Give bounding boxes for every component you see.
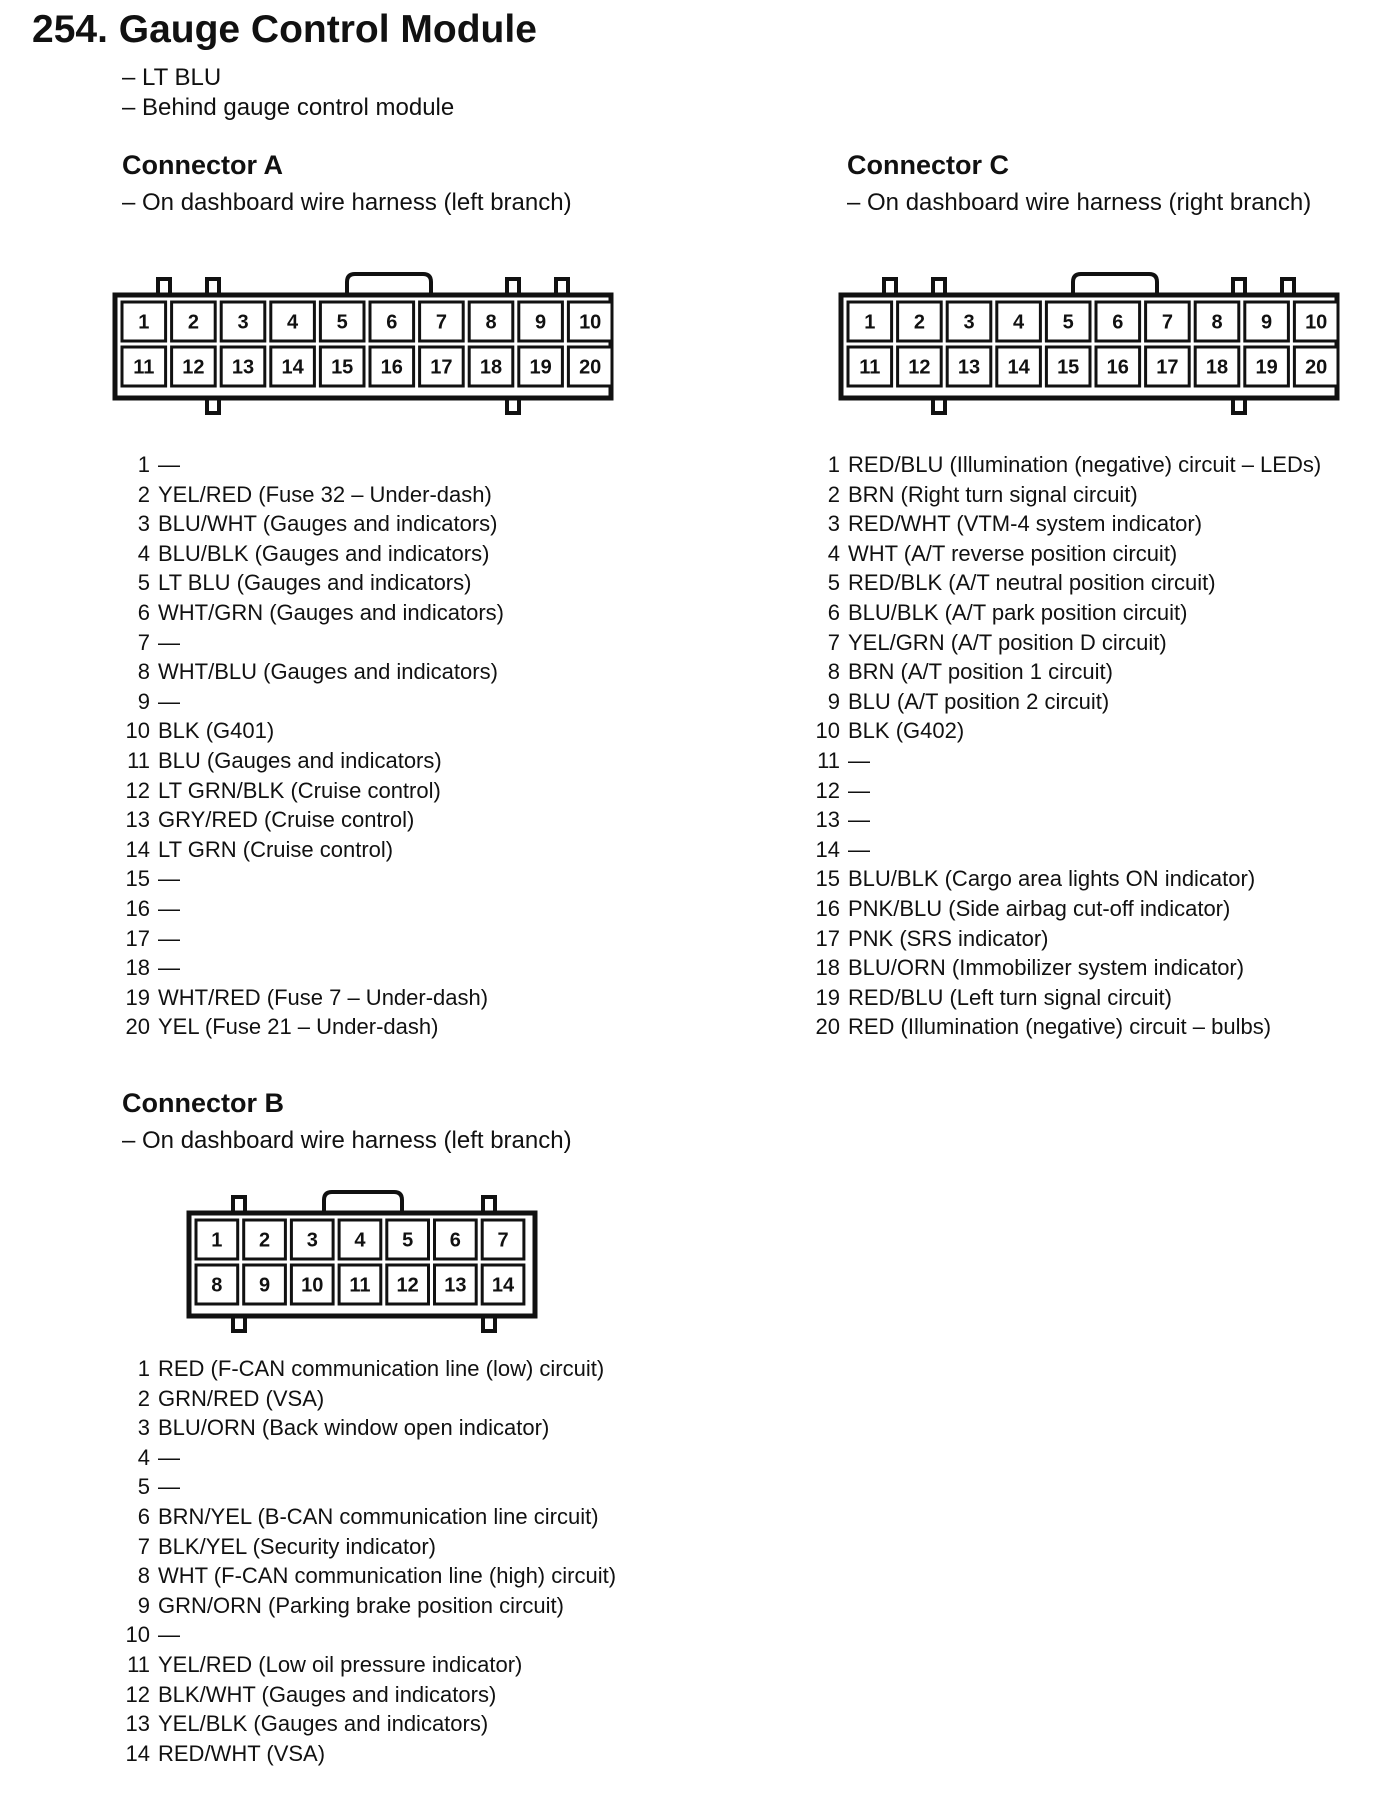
connector-c-diagram — [838, 262, 1348, 423]
pin-number: 4 — [827, 540, 840, 566]
pin-list-item — [812, 835, 1321, 865]
pin-description: WHT (F-CAN communication line (high) circuit) — [158, 1563, 617, 1589]
connector-c-heading: Connector C — [847, 150, 1009, 180]
pin-list-item — [122, 509, 504, 539]
pin-list-item — [122, 953, 504, 983]
pin-description: BLK (G401) — [158, 718, 275, 744]
connector-cell-number: 3 — [306, 1229, 318, 1252]
pin-number: 5 — [827, 570, 840, 596]
pin-number: 17 — [125, 925, 150, 951]
pin-number: 20 — [815, 1014, 840, 1040]
connector-cell-number: 19 — [529, 356, 552, 379]
pin-list-item — [122, 983, 504, 1013]
connector-cell-number: 10 — [301, 1274, 324, 1297]
connector-cell-number: 1 — [864, 311, 876, 334]
connector-cell-number: 11 — [859, 356, 881, 379]
pin-description: LT BLU (Gauges and indicators) — [158, 570, 472, 596]
pin-list-item — [122, 1502, 616, 1532]
pin-number: 4 — [137, 540, 150, 566]
pin-description: BLU/BLK (Cargo area lights ON indicator) — [848, 866, 1256, 892]
pin-description: — — [848, 747, 870, 773]
pin-description: — — [158, 452, 180, 477]
pin-list-item — [812, 953, 1321, 983]
pin-description: LT GRN (Cruise control) — [158, 836, 394, 862]
pin-description: — — [848, 807, 870, 833]
pin-number: 8 — [827, 659, 840, 685]
pin-list-item — [122, 450, 504, 480]
connector-b-diagram — [186, 1180, 546, 1341]
pin-number: 11 — [817, 747, 840, 773]
pin-number: 18 — [815, 955, 840, 981]
pin-description: BLU/BLK (A/T park position circuit) — [848, 599, 1188, 625]
pin-number: 13 — [815, 807, 840, 833]
connector-cell-number: 16 — [1106, 356, 1129, 379]
pin-list-item — [122, 480, 504, 510]
pin-description: RED/WHT (VTM-4 system indicator) — [848, 511, 1203, 537]
pin-list-item — [812, 657, 1321, 687]
connector-cell-number: 20 — [579, 356, 602, 379]
connector-cell-number: 19 — [1255, 356, 1278, 379]
pin-number: 16 — [815, 895, 840, 921]
connector-cell-number: 17 — [430, 356, 453, 379]
pin-description: — — [158, 895, 180, 921]
connector-a-heading: Connector A — [122, 150, 283, 180]
pin-number: 11 — [127, 1651, 150, 1677]
pin-list-item — [812, 539, 1321, 569]
pin-list-item — [122, 776, 504, 806]
pin-list-item — [122, 1012, 504, 1042]
connector-cell-number: 9 — [258, 1274, 271, 1297]
connector-cell-number: 9 — [1261, 311, 1273, 334]
pin-number: 15 — [125, 866, 150, 892]
pin-description: RED/WHT (VSA) — [158, 1740, 326, 1766]
connector-cell-number: 8 — [211, 1274, 223, 1297]
pin-list-item — [122, 1354, 616, 1384]
pin-list-item — [122, 539, 504, 569]
pin-description: BLU/WHT (Gauges and indicators) — [158, 511, 498, 537]
pin-list-item — [122, 687, 504, 717]
pin-number: 12 — [125, 1681, 150, 1707]
pin-number: 16 — [125, 895, 150, 921]
pin-number: 12 — [815, 777, 840, 803]
pin-list-item — [812, 450, 1321, 480]
pin-number: 1 — [137, 1356, 150, 1381]
connector-cell-number: 2 — [187, 311, 199, 334]
connector-cell-number: 13 — [444, 1274, 467, 1297]
pin-list-item — [122, 628, 504, 658]
module-location-note: – Behind gauge control module — [122, 94, 455, 121]
pin-number: 7 — [827, 629, 840, 655]
pin-description: RED/BLK (A/T neutral position circuit) — [848, 570, 1216, 596]
connector-cell-number: 17 — [1156, 356, 1179, 379]
pin-description: YEL/BLK (Gauges and indicators) — [158, 1711, 489, 1737]
pin-number: 19 — [125, 984, 150, 1010]
pin-list-item — [122, 598, 504, 628]
pin-number: 3 — [137, 511, 150, 537]
connector-cell-number: 18 — [479, 356, 503, 379]
pin-list-item — [812, 864, 1321, 894]
pin-description: YEL (Fuse 21 – Under-dash) — [158, 1014, 439, 1040]
connector-cell-number: 11 — [349, 1274, 371, 1297]
pin-description: WHT/GRN (Gauges and indicators) — [158, 599, 504, 625]
pin-number: 15 — [815, 866, 840, 892]
pin-description: BLU/ORN (Immobilizer system indicator) — [848, 955, 1245, 981]
pin-list-item — [122, 1413, 616, 1443]
connector-cell-number: 8 — [1211, 311, 1223, 334]
pin-description: — — [158, 925, 180, 951]
pin-number: 1 — [827, 452, 840, 477]
pin-description: PNK/BLU (Side airbag cut-off indicator) — [848, 895, 1231, 921]
connector-b-location: – On dashboard wire harness (left branch) — [122, 1127, 572, 1154]
pin-number: 11 — [127, 747, 150, 773]
pin-list-item — [122, 1739, 616, 1769]
pin-number: 1 — [137, 452, 150, 477]
pin-description: — — [158, 866, 180, 892]
pin-description: BLK (G402) — [848, 718, 965, 744]
pin-list-item — [122, 657, 504, 687]
pin-number: 9 — [137, 1592, 150, 1618]
connector-cell-number: 7 — [1161, 311, 1173, 334]
pin-description: — — [848, 836, 870, 862]
pin-description: BLK/YEL (Security indicator) — [158, 1533, 436, 1559]
pin-list-item — [122, 1561, 616, 1591]
connector-cell-number: 6 — [449, 1229, 461, 1252]
pin-number: 10 — [125, 718, 150, 744]
pin-description: — — [158, 1622, 180, 1648]
pin-number: 7 — [137, 1533, 150, 1559]
connector-cell-number: 5 — [1062, 311, 1074, 334]
connector-cell-number: 5 — [336, 311, 348, 334]
connector-b-pin-list — [122, 1354, 616, 1768]
pin-list-item — [812, 924, 1321, 954]
pin-description: GRY/RED (Cruise control) — [158, 807, 415, 833]
pin-description: GRN/RED (VSA) — [158, 1385, 325, 1411]
pin-number: 20 — [125, 1014, 150, 1040]
pin-number: 13 — [125, 807, 150, 833]
pin-list-item — [122, 568, 504, 598]
pin-list-item — [812, 983, 1321, 1013]
pin-list-item — [812, 716, 1321, 746]
connector-cell-number: 12 — [908, 356, 931, 379]
connector-cell-number: 20 — [1305, 356, 1328, 379]
pin-number: 4 — [137, 1444, 150, 1470]
connector-cell-number: 9 — [535, 311, 547, 334]
connector-b-heading: Connector B — [122, 1088, 284, 1118]
pin-list-item — [122, 1680, 616, 1710]
pin-description: — — [158, 955, 180, 981]
pin-list-item — [812, 568, 1321, 598]
pin-number: 7 — [137, 629, 150, 655]
pin-number: 9 — [827, 688, 840, 714]
pin-number: 12 — [125, 777, 150, 803]
connector-cell-number: 12 — [182, 356, 205, 379]
connector-cell-number: 2 — [913, 311, 925, 334]
pin-list-item — [122, 835, 504, 865]
connector-cell-number: 6 — [386, 311, 398, 334]
pin-number: 10 — [815, 718, 840, 744]
connector-cell-number: 2 — [258, 1229, 271, 1252]
connector-cell-number: 4 — [287, 311, 299, 334]
pin-description: WHT/BLU (Gauges and indicators) — [158, 659, 498, 685]
pin-list-item — [122, 924, 504, 954]
connector-cell-number: 1 — [138, 311, 150, 334]
pin-number: 2 — [827, 481, 840, 507]
connector-cell-number: 4 — [354, 1229, 366, 1252]
pin-description: — — [158, 629, 180, 655]
connector-cell-number: 3 — [237, 311, 249, 334]
pin-number: 2 — [137, 481, 150, 507]
page-title: 254. Gauge Control Module — [32, 8, 537, 51]
pin-list-item — [122, 1443, 616, 1473]
pin-number: 14 — [125, 1740, 150, 1766]
pin-list-item — [122, 864, 504, 894]
pin-description: — — [158, 1474, 180, 1500]
pin-description: RED (F-CAN communication line (low) circuit) — [158, 1356, 605, 1381]
connector-c-location: – On dashboard wire harness (right branch) — [847, 189, 1312, 216]
pin-list-item — [122, 1532, 616, 1562]
pin-number: 10 — [125, 1622, 150, 1648]
pin-description: BRN (A/T position 1 circuit) — [848, 659, 1113, 685]
pin-list-item — [122, 894, 504, 924]
connector-cell-number: 5 — [402, 1229, 414, 1252]
connector-cell-number: 10 — [1305, 311, 1328, 334]
pin-description: — — [158, 688, 180, 714]
pin-description: — — [848, 777, 870, 803]
pin-number: 14 — [125, 836, 150, 862]
connector-cell-number: 12 — [396, 1274, 419, 1297]
pin-description: GRN/ORN (Parking brake position circuit) — [158, 1592, 564, 1618]
pin-description: WHT/RED (Fuse 7 – Under-dash) — [158, 984, 489, 1010]
pin-description: BRN (Right turn signal circuit) — [848, 481, 1138, 507]
connector-cell-number: 10 — [579, 311, 602, 334]
pin-number: 9 — [137, 688, 150, 714]
connector-cell-number: 18 — [1205, 356, 1229, 379]
pin-list-item — [812, 598, 1321, 628]
connector-cell-number: 11 — [133, 356, 155, 379]
connector-cell-number: 7 — [435, 311, 447, 334]
connector-cell-number: 16 — [380, 356, 403, 379]
pin-list-item — [812, 746, 1321, 776]
pin-number: 3 — [827, 511, 840, 537]
pin-list-item — [812, 894, 1321, 924]
pin-number: 19 — [815, 984, 840, 1010]
pin-number: 17 — [815, 925, 840, 951]
pin-description: RED/BLU (Illumination (negative) circuit – LEDs) — [848, 452, 1322, 477]
pin-list-item — [122, 1650, 616, 1680]
pin-description: BLU/ORN (Back window open indicator) — [158, 1415, 550, 1441]
pin-list-item — [122, 1384, 616, 1414]
connector-cell-number: 13 — [957, 356, 981, 379]
connector-cell-number: 7 — [497, 1229, 509, 1252]
pin-list-item — [812, 687, 1321, 717]
pin-list-item — [122, 1591, 616, 1621]
pin-number: 6 — [137, 1503, 150, 1529]
connector-cell-number: 14 — [1007, 356, 1030, 379]
connector-cell-number: 15 — [1057, 356, 1080, 379]
pin-description: YEL/GRN (A/T position D circuit) — [848, 629, 1167, 655]
pin-list-item — [122, 1620, 616, 1650]
connector-cell-number: 6 — [1112, 311, 1124, 334]
connector-cell-number: 1 — [211, 1229, 223, 1252]
pin-description: WHT (A/T reverse position circuit) — [848, 540, 1178, 566]
pin-list-item — [812, 1012, 1321, 1042]
pin-number: 2 — [137, 1385, 150, 1411]
pin-number: 8 — [137, 659, 150, 685]
pin-description: LT GRN/BLK (Cruise control) — [158, 777, 441, 803]
connector-a-location: – On dashboard wire harness (left branch) — [122, 189, 572, 216]
connector-cell-number: 15 — [331, 356, 354, 379]
pin-number: 6 — [137, 599, 150, 625]
pin-description: — — [158, 1444, 180, 1470]
pin-number: 5 — [137, 1474, 150, 1500]
connector-c-pin-list — [812, 450, 1321, 1042]
pin-description: BLK/WHT (Gauges and indicators) — [158, 1681, 497, 1707]
pin-number: 6 — [827, 599, 840, 625]
pin-list-item — [122, 1472, 616, 1502]
module-color-note: – LT BLU — [122, 64, 222, 91]
connector-cell-number: 13 — [231, 356, 255, 379]
pin-number: 13 — [125, 1711, 150, 1737]
pin-number: 3 — [137, 1415, 150, 1441]
connector-cell-number: 3 — [963, 311, 975, 334]
pin-number: 18 — [125, 955, 150, 981]
pin-number: 5 — [137, 570, 150, 596]
pin-list-item — [122, 805, 504, 835]
pin-list-item — [812, 509, 1321, 539]
pin-number: 14 — [815, 836, 840, 862]
pin-description: BRN/YEL (B-CAN communication line circuit) — [158, 1503, 599, 1529]
pin-description: RED (Illumination (negative) circuit – bulbs) — [848, 1014, 1272, 1040]
pin-number: 8 — [137, 1563, 150, 1589]
connector-cell-number: 8 — [485, 311, 497, 334]
pin-list-item — [812, 628, 1321, 658]
connector-a-pin-list — [122, 450, 504, 1042]
pin-description: PNK (SRS indicator) — [848, 925, 1049, 951]
pin-list-item — [812, 776, 1321, 806]
connector-cell-number: 4 — [1013, 311, 1025, 334]
pin-list-item — [122, 1709, 616, 1739]
connector-a-diagram — [112, 262, 622, 423]
pin-list-item — [812, 805, 1321, 835]
pin-list-item — [122, 716, 504, 746]
pin-description: YEL/RED (Low oil pressure indicator) — [158, 1651, 523, 1677]
pin-description: BLU (Gauges and indicators) — [158, 747, 442, 773]
pin-list-item — [812, 480, 1321, 510]
pin-list-item — [122, 746, 504, 776]
pin-description: RED/BLU (Left turn signal circuit) — [848, 984, 1172, 1010]
connector-cell-number: 14 — [491, 1274, 515, 1297]
pin-description: YEL/RED (Fuse 32 – Under-dash) — [158, 481, 492, 507]
connector-cell-number: 14 — [281, 356, 304, 379]
pin-description: BLU/BLK (Gauges and indicators) — [158, 540, 490, 566]
pin-description: BLU (A/T position 2 circuit) — [848, 688, 1110, 714]
